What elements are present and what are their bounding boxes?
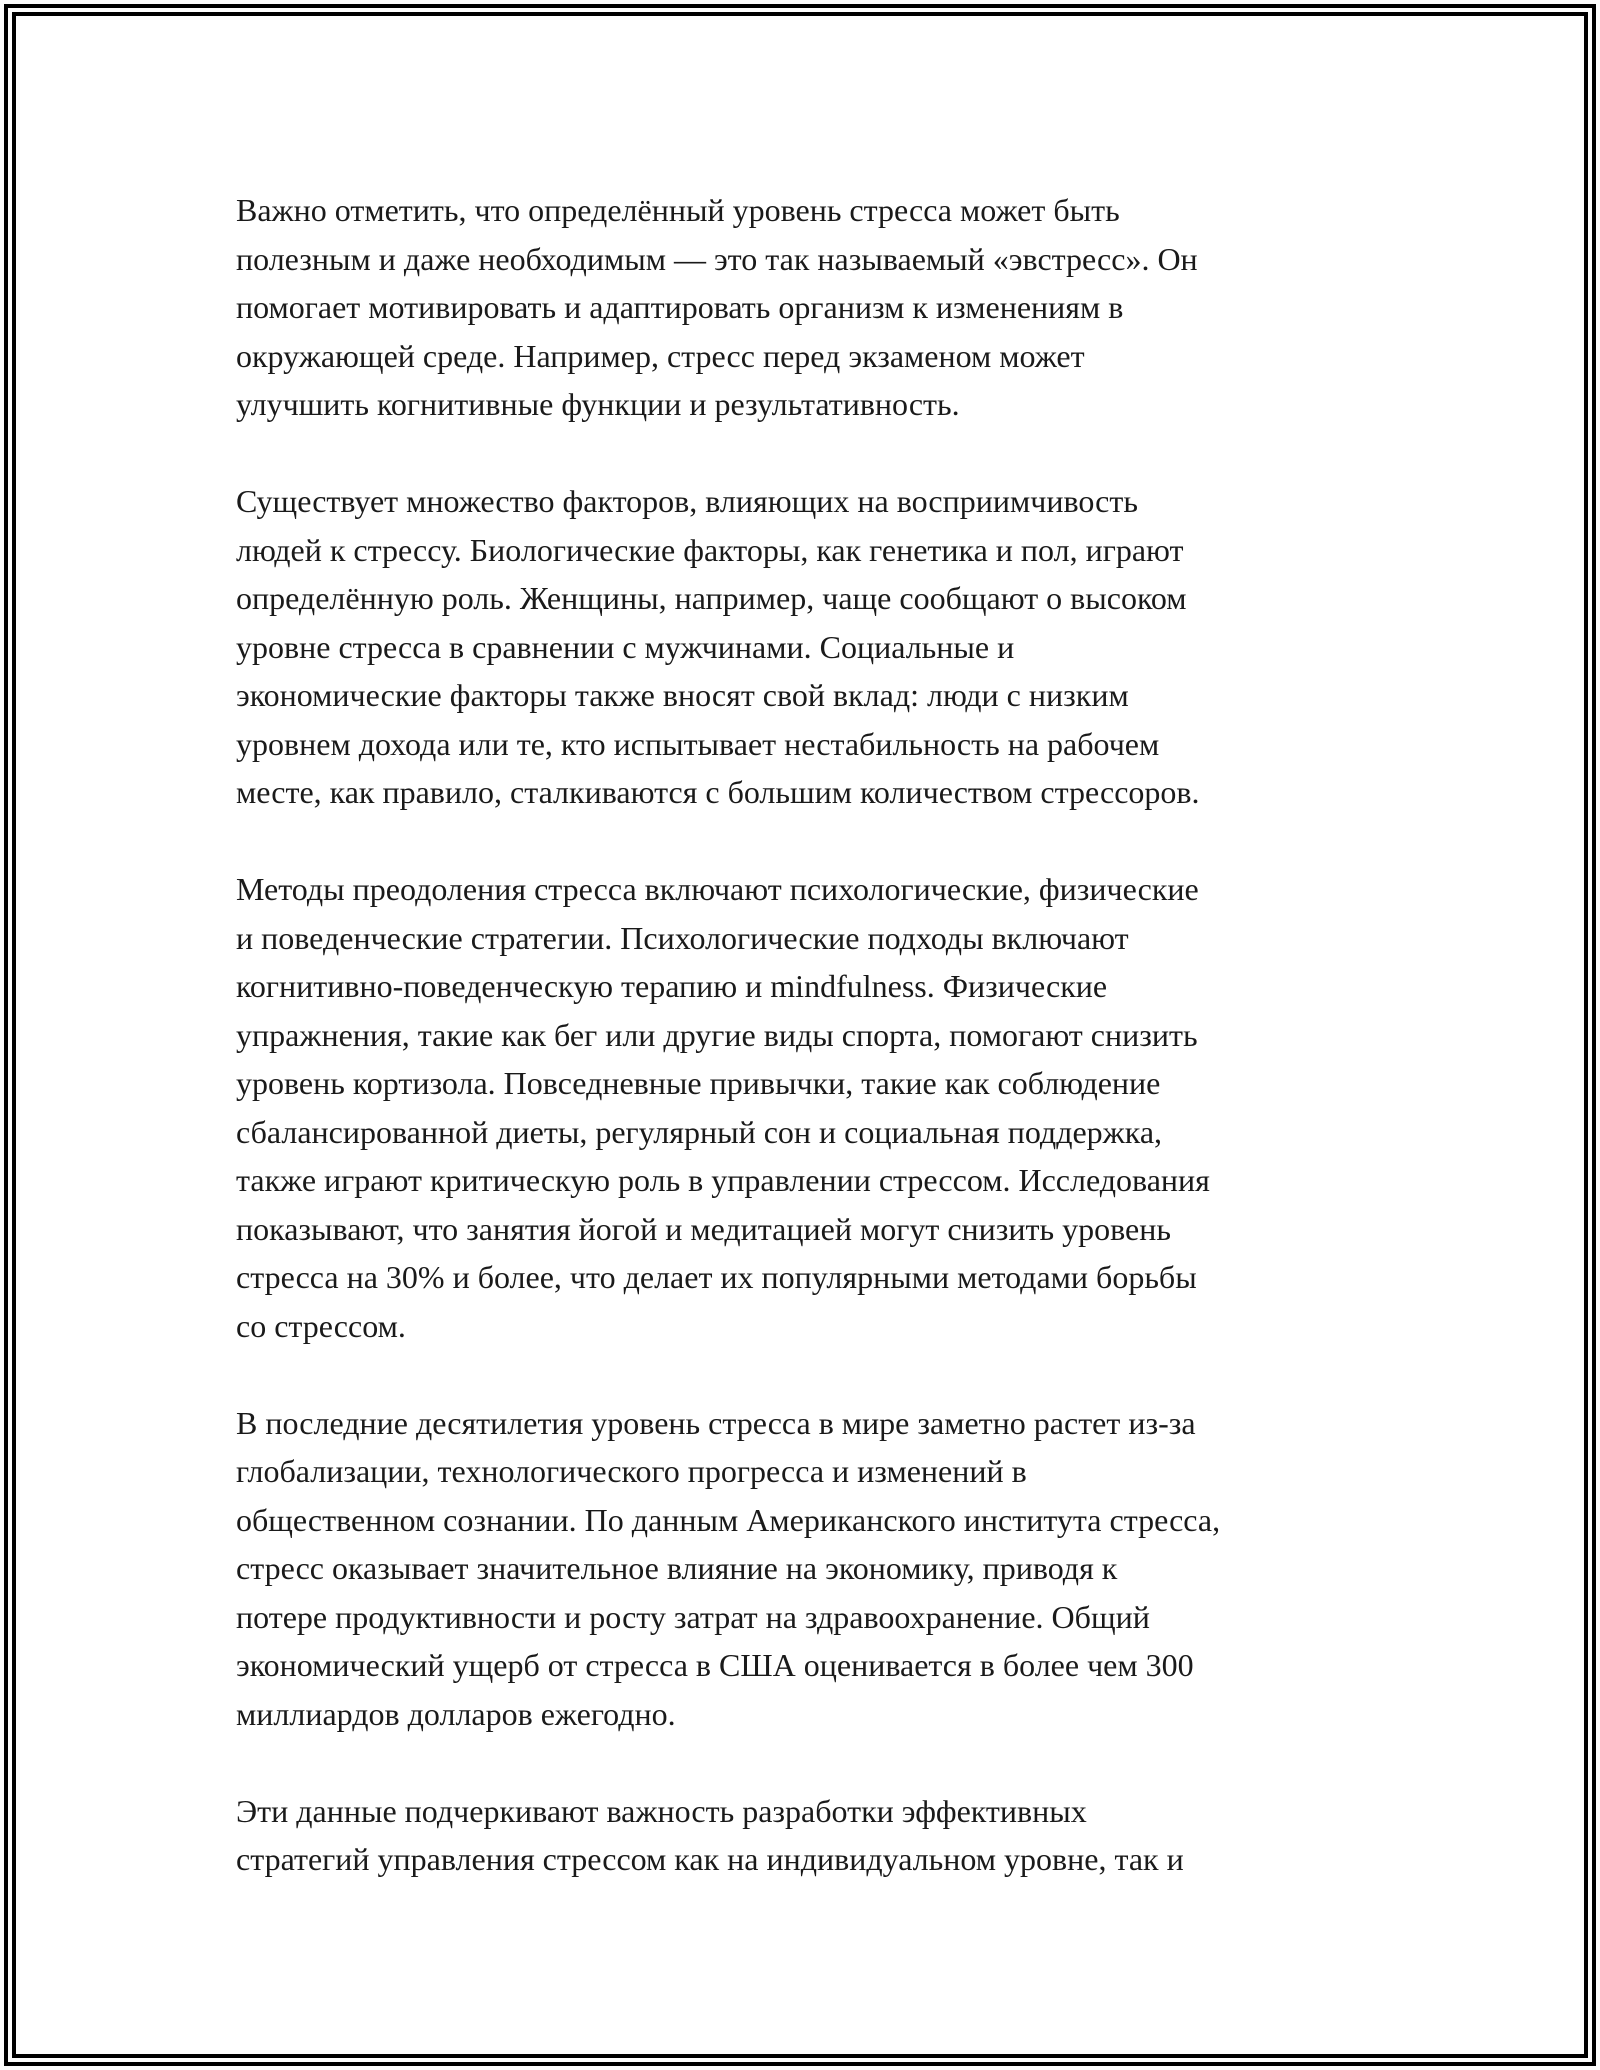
text-line: стресса на 30% и более, что делает их популярными методами борьбы [236,1259,1197,1295]
paragraph-eustress [236,186,1368,429]
text-line: потере продуктивности и росту затрат на здравоохранение. Общий [236,1598,1150,1635]
text-line: людей к стрессу. Биологические факторы, как генетика и пол, играют [236,531,1184,568]
text-line: уровень кортизола. Повседневные привычки, такие как соблюдение [236,1065,1161,1101]
text-line: миллиардов долларов ежегодно. [236,1695,676,1732]
text-line: улучшить когнитивные функции и результативность. [236,386,960,422]
text-line: месте, как правило, сталкиваются с большим количеством стрессоров. [236,774,1200,810]
text-line: и поведенческие стратегии. Психологические подходы включают [236,919,1129,956]
text-line: когнитивно-поведенческую терапию и mindfulness. Физические [236,968,1108,1004]
text-line: В последние десятилетия уровень стресса в мире заметно растет из-за [236,1404,1196,1441]
text-line: экономический ущерб от стресса в США оценивается в более чем 300 [236,1647,1194,1683]
text-line: помогает мотивировать и адаптировать организм к изменениям в [236,289,1124,325]
text-line: со стрессом. [236,1307,406,1344]
text-line: уровне стресса в сравнении с мужчинами. Социальные и [236,628,1015,665]
text-line: окружающей среде. Например, стресс перед экзаменом может [236,337,1085,374]
text-line: уровнем дохода или те, кто испытывает нестабильность на рабочем [236,725,1160,762]
text-line: Существует множество факторов, влияющих на восприимчивость [236,483,1138,519]
text-line: определённую роль. Женщины, например, чаще сообщают о высоком [236,580,1187,616]
document-body [236,186,1368,1932]
text-line: показывают, что занятия йогой и медитацией могут снизить уровень [236,1210,1171,1247]
paragraph-conclusion [236,1787,1368,1884]
text-line: Методы преодоления стресса включают психологические, физические [236,871,1199,907]
text-line: экономические факторы также вносят свой вклад: люди с низким [236,677,1129,713]
text-line: полезным и даже необходимым — это так называемый «эвстресс». Он [236,240,1198,277]
text-line: Важно отметить, что определённый уровень стресса может быть [236,192,1120,228]
text-line: также играют критическую роль в управлении стрессом. Исследования [236,1162,1210,1198]
text-line: сбалансированной диеты, регулярный сон и социальная поддержка, [236,1113,1163,1150]
text-line: стратегий управления стрессом как на индивидуальном уровне, так и [236,1841,1184,1877]
paragraph-coping-methods [236,865,1368,1350]
paragraph-global-trends [236,1399,1368,1739]
paragraph-stress-factors [236,477,1368,817]
text-line: упражнения, такие как бег или другие виды спорта, помогают снизить [236,1016,1198,1053]
text-line: стресс оказывает значительное влияние на экономику, приводя к [236,1550,1118,1586]
text-line: Эти данные подчеркивают важность разработки эффективных [236,1792,1087,1829]
text-line: общественном сознании. По данным Американского института стресса, [236,1501,1221,1538]
text-line: глобализации, технологического прогресса и изменений в [236,1453,1027,1489]
